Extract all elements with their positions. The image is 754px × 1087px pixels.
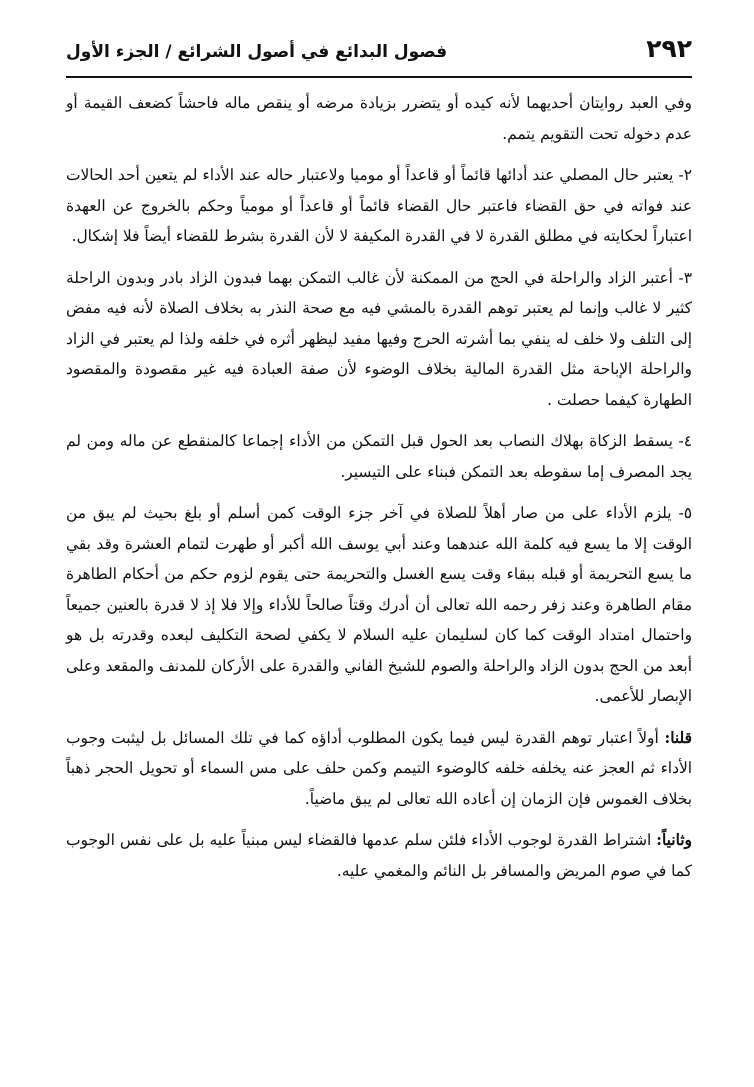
paragraph-lead: قلنا: [664,728,692,747]
paragraph-text: وفي العبد روايتان أحديهما لأنه كيده أو يتضرر بزيادة مرضه أو ينقص ماله فاحشاً كضعف القيمة أو عدم دخوله تحت التقويم يتمم. [66,94,692,143]
paragraph-text: اشتراط القدرة لوجوب الأداء فلئن سلم عدمها فالقضاء ليس مبنياً عليه بل على نفس الوجوب كما في صوم المريض والمسافر بل النائم والمغمي عليه. [66,831,692,880]
page-number: ٢٩٢ [646,34,692,63]
paragraph-point-4 [66,426,692,487]
book-page [66,34,692,897]
paragraph-slave-narrations [66,88,692,149]
paragraph-point-5 [66,498,692,712]
paragraph-text: ٣- أعتبر الزاد والراحلة في الحج من الممكنة لأن غالب التمكن بهما فبدون الزاد بادر وبدون الراحلة كثير لا غالب وإنما لم يعتبر توهم القدرة بالمشي فيه مع صحة النذر به بخلاف الصلاة لأنه فيه مفض إلى التلف ولا خلف له ينفي بما أشرته الحرج وفيها مفيد ليظهر أثره في خلفه ولذا لم يعتبر في الزاد والراحلة الإباحة مثل القدرة المالية بخلاف الوضوء لأن صفة العبادة فيه غير مقصودة والمقصود الطهارة كيفما حصلت . [66,268,692,409]
paragraph-lead: وثانياً: [656,831,692,849]
paragraph-text: ٥- يلزم الأداء على من صار أهلاً للصلاة في آخر جزء الوقت كمن أسلم أو بلغ بحيث لم يبق من الوقت إلا ما يسع فيه كلمة الله عندهما وعند أبي يوسف الله أكبر أو طهرت لتمام العشرة وقد بقي ما يسع التحريمة أو قبله ببقاء وقت يسع الغسل والتحريمة حتى يقوم لزوم حكم من أحكام الطاهرة مقام الطاهرة وعند زفر رحمه الله تعالى أن أدرك وقتاً صالحاً للأداء وإلا فلا إذ لا قدرة بالعنين جميعاً واحتمال امتداد الوقت كما كان لسليمان عليه السلام لا يكفي لصحة التكليف لبعده وقدرته بل هو أبعد من الحج بدون الزاد والراحلة والصوم للشيخ الفاني والقدرة على الأركان للمدنف والمقعد وعلى الإبصار للأعمى. [66,504,692,705]
paragraph-point-3 [66,263,692,416]
paragraph-response-first [66,723,692,815]
paragraph-point-2 [66,160,692,252]
paragraph-text: ٢- يعتبر حال المصلي عند أدائها قائماً أو قاعداً أو موميا ولاعتبار حاله عند الأداء لم يتعين أحد الحالات عند فواته في حق القضاء فاعتبر حال القضاء قائماً أو قاعداً أو مومياً وحكم بالخروج عن العهدة اعتباراً لحكايته في مطلق القدرة لا في القدرة المكيفة لا لأن القدرة بشرط للقضاء أيضاً فلا إشكال. [66,166,692,245]
body-text [66,88,692,886]
paragraph-text: ٤- يسقط الزكاة بهلاك النصاب بعد الحول قبل التمكن من الأداء إجماعا كالمنقطع عن ماله ومن لم يجد المصرف إما سقوطه بعد التمكن فبناء على التيسير. [66,432,692,481]
paragraph-response-second [66,825,692,886]
page-header [66,34,692,78]
paragraph-text: أولاً اعتبار توهم القدرة ليس فيما يكون المطلوب أداؤه كما في تلك المسائل بل ليثبت وجوب الأداء ثم العجز عنه يخلفه خلفه كالوضوء التيمم وكمن حلف على مس السماء أو تحويل الحجر ذهباً بخلاف الغموس فإن الزمان إن أعاده الله تعالى لم يبق ماضياً. [66,728,692,808]
running-title: فصول البدائع في أصول الشرائع / الجزء الأول [66,42,448,62]
